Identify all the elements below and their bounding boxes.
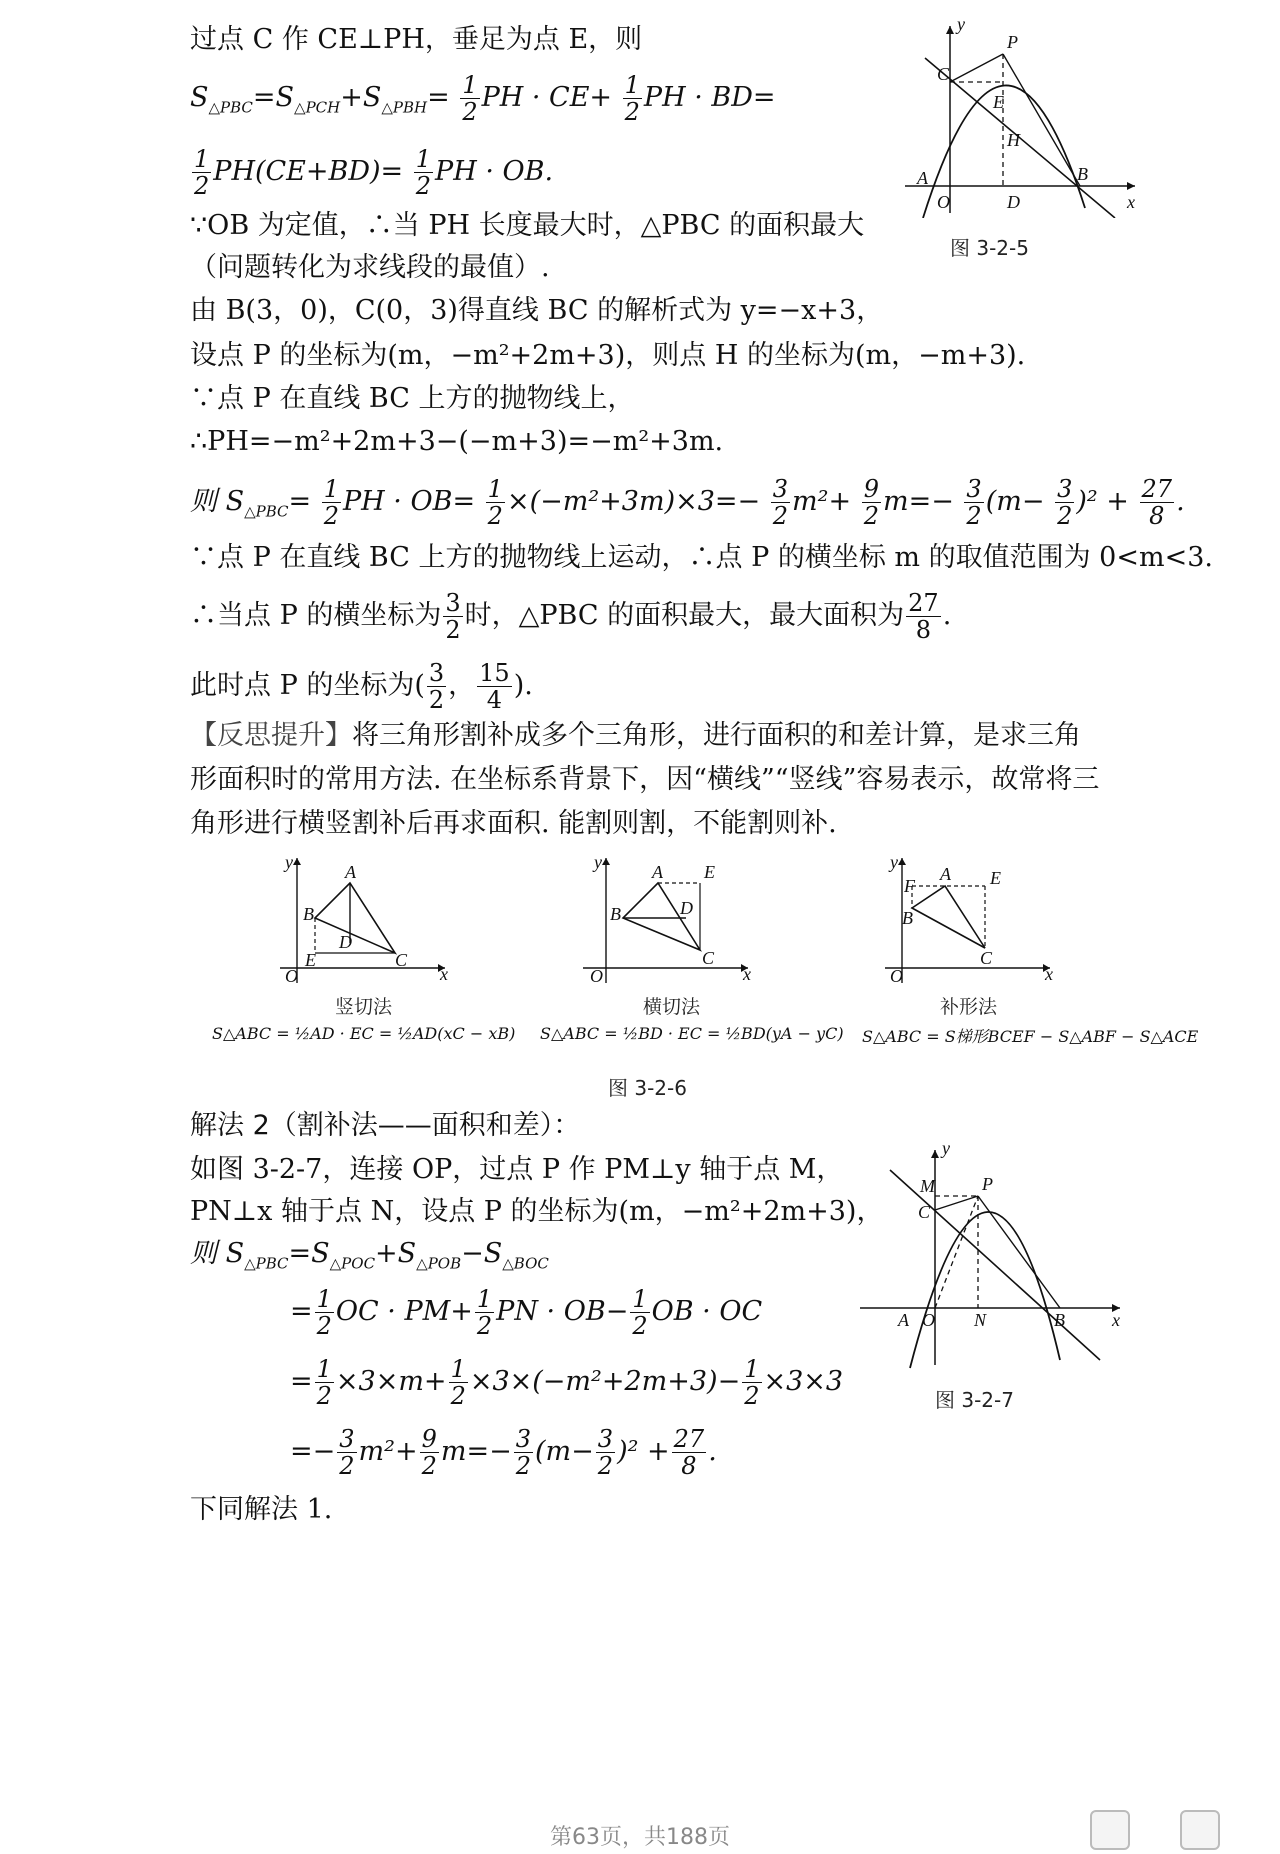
text-line: ∵OB 为定值，∴当 PH 长度最大时，△PBC 的面积最大: [190, 210, 865, 241]
svg-text:B: B: [303, 904, 314, 924]
svg-text:A: A: [345, 862, 356, 882]
page-indicator: 第63页，共188页: [550, 1825, 730, 1850]
section-heading: 解法 2（割补法——面积和差）：: [190, 1110, 581, 1141]
figure-caption: 图 3-2-6: [608, 1076, 687, 1100]
text-line: PN⊥x 轴于点 N，设点 P 的坐标为(m，−m²+2m+3)，: [190, 1196, 884, 1227]
reflection-line: 【反思提升】将三角形割补成多个三角形，进行面积的和差计算，是求三角: [190, 720, 1081, 751]
text-line: 过点 C 作 CE⊥PH，垂足为点 E，则: [190, 24, 643, 55]
equation-line: $\frac{1}{2}$ PH(CE+BD)= $\frac{1}{2}$ PH · OB.: [194, 145, 554, 200]
formula-complement: S△ABC = S梯形BCEF − S△ABF − S△ACE: [862, 1027, 1199, 1046]
text-line: 设点 P 的坐标为(m，−m²+2m+3)，则点 H 的坐标为(m，−m+3).: [190, 340, 1026, 371]
figure-horizontal-cut: [578, 848, 758, 988]
equation-line: = $\frac{1}{2}$ ×3×m+ $\frac{1}{2}$ ×3×(−m²+2m+3)− $\frac{1}{2}$ ×3×3: [290, 1355, 844, 1410]
svg-text:y: y: [890, 852, 898, 872]
text-line: ∴PH=−m²+2m+3−(−m+3)=−m²+3m.: [190, 426, 724, 457]
svg-text:O: O: [937, 192, 950, 212]
figure-3-2-5: [895, 18, 1145, 218]
svg-text:y: y: [594, 852, 602, 872]
subcaption-vertical: 竖切法: [335, 996, 393, 1018]
svg-text:D: D: [339, 932, 352, 952]
svg-text:N: N: [974, 1310, 987, 1330]
svg-text:B: B: [1077, 164, 1088, 184]
equation-line: 则 $S_{\triangle PBC}=$ $\frac{1}{2}$ PH · OB= $\frac{1}{2}$ ×(−m²+3m)×3=− $\frac{3}{2}$ m²+ $\frac{9}{2}$ m=− $\frac{3}{2}$ (m− $\frac{3}{2}$ )² + $\frac{27}{8}$ .: [190, 475, 1185, 530]
svg-text:O: O: [590, 966, 603, 986]
figure-vertical-cut: [275, 848, 455, 988]
equation-line: $S_{\triangle PBC}=S_{\triangle PCH}+S_{\triangle PBH}=$ $\frac{1}{2}$ PH · CE+ $\frac{1}{2}$ PH · BD=: [190, 71, 776, 126]
equation-line: = $\frac{1}{2}$ OC · PM+ $\frac{1}{2}$ PN · OB− $\frac{1}{2}$ OB · OC: [290, 1285, 763, 1340]
svg-text:x: x: [1045, 964, 1053, 984]
equation-line: 此时点 P 的坐标为( $\frac{3}{2}$ ， $\frac{15}{4}$ ).: [190, 659, 533, 714]
svg-text:C: C: [702, 948, 715, 968]
svg-text:E: E: [990, 868, 1001, 888]
svg-text:y: y: [942, 1140, 950, 1158]
svg-text:C: C: [395, 950, 408, 970]
figure-caption: 图 3-2-5: [950, 236, 1029, 260]
figure-3-2-7: [850, 1140, 1130, 1370]
text-line: （问题转化为求线段的最值）.: [190, 252, 550, 283]
svg-text:O: O: [890, 966, 903, 986]
svg-text:D: D: [1007, 192, 1020, 212]
subcaption-complement: 补形法: [940, 996, 998, 1018]
svg-text:C: C: [980, 948, 993, 968]
reflection-line: 角形进行横竖割补后再求面积. 能割则割，不能割则补.: [190, 808, 837, 839]
svg-text:O: O: [285, 966, 298, 986]
svg-text:B: B: [1054, 1310, 1065, 1330]
svg-text:x: x: [1112, 1310, 1120, 1330]
equation-line: ∴当点 P 的横坐标为 $\frac{3}{2}$ 时，△PBC 的面积最大，最大面积为 $\frac{27}{8}$ .: [190, 589, 952, 644]
svg-text:P: P: [982, 1174, 993, 1194]
figure-caption: 图 3-2-7: [935, 1388, 1014, 1412]
svg-text:y: y: [285, 852, 293, 872]
svg-text:A: A: [940, 864, 951, 884]
text-line: 如图 3-2-7，连接 OP，过点 P 作 PM⊥y 轴于点 M，: [190, 1154, 844, 1185]
svg-text:A: A: [917, 168, 928, 188]
reflection-tag: 【反思提升】: [190, 720, 352, 751]
svg-text:C: C: [937, 64, 950, 84]
double-page-view-icon[interactable]: [1180, 1810, 1220, 1850]
figure-complement: [880, 848, 1060, 988]
equation-line: =− $\frac{3}{2}$ m²+ $\frac{9}{2}$ m=− $\frac{3}{2}$ (m− $\frac{3}{2}$ )² + $\frac{27}{8}$ .: [290, 1425, 717, 1480]
formula-horizontal: S△ABC = ½BD · EC = ½BD(yA − yC): [540, 1024, 844, 1043]
svg-text:A: A: [652, 862, 663, 882]
reflection-line: 形面积时的常用方法. 在坐标系背景下，因“横线”“竖线”容易表示，故常将三: [190, 764, 1100, 795]
equation-line: 则 $S_{\triangle PBC}=S_{\triangle POC}+S_{\triangle POB}-S_{\triangle BOC}$: [190, 1238, 549, 1273]
text-line: 由 B(3，0)，C(0，3)得直线 BC 的解析式为 y=−x+3，: [190, 295, 884, 326]
text-line: ∵点 P 在直线 BC 上方的抛物线上，: [190, 383, 635, 414]
svg-text:A: A: [898, 1310, 909, 1330]
svg-text:y: y: [957, 18, 965, 34]
svg-text:E: E: [993, 92, 1004, 112]
svg-text:B: B: [610, 904, 621, 924]
subcaption-horizontal: 横切法: [643, 996, 701, 1018]
svg-text:M: M: [920, 1176, 935, 1196]
svg-text:B: B: [902, 908, 913, 928]
svg-text:P: P: [1007, 32, 1018, 52]
text-line: ∵点 P 在直线 BC 上方的抛物线上运动，∴点 P 的横坐标 m 的取值范围为 0<m<3.: [190, 542, 1213, 573]
svg-text:x: x: [743, 964, 751, 984]
svg-text:H: H: [1007, 130, 1020, 150]
svg-text:O: O: [922, 1310, 935, 1330]
svg-text:E: E: [305, 950, 316, 970]
svg-text:C: C: [918, 1202, 931, 1222]
text-line: 下同解法 1.: [190, 1494, 333, 1525]
single-page-view-icon[interactable]: [1090, 1810, 1130, 1850]
svg-text:D: D: [680, 898, 693, 918]
svg-text:x: x: [1127, 192, 1135, 212]
formula-vertical: S△ABC = ½AD · EC = ½AD(xC − xB): [212, 1024, 516, 1043]
svg-text:F: F: [904, 876, 915, 896]
svg-text:E: E: [704, 862, 715, 882]
svg-text:x: x: [440, 964, 448, 984]
